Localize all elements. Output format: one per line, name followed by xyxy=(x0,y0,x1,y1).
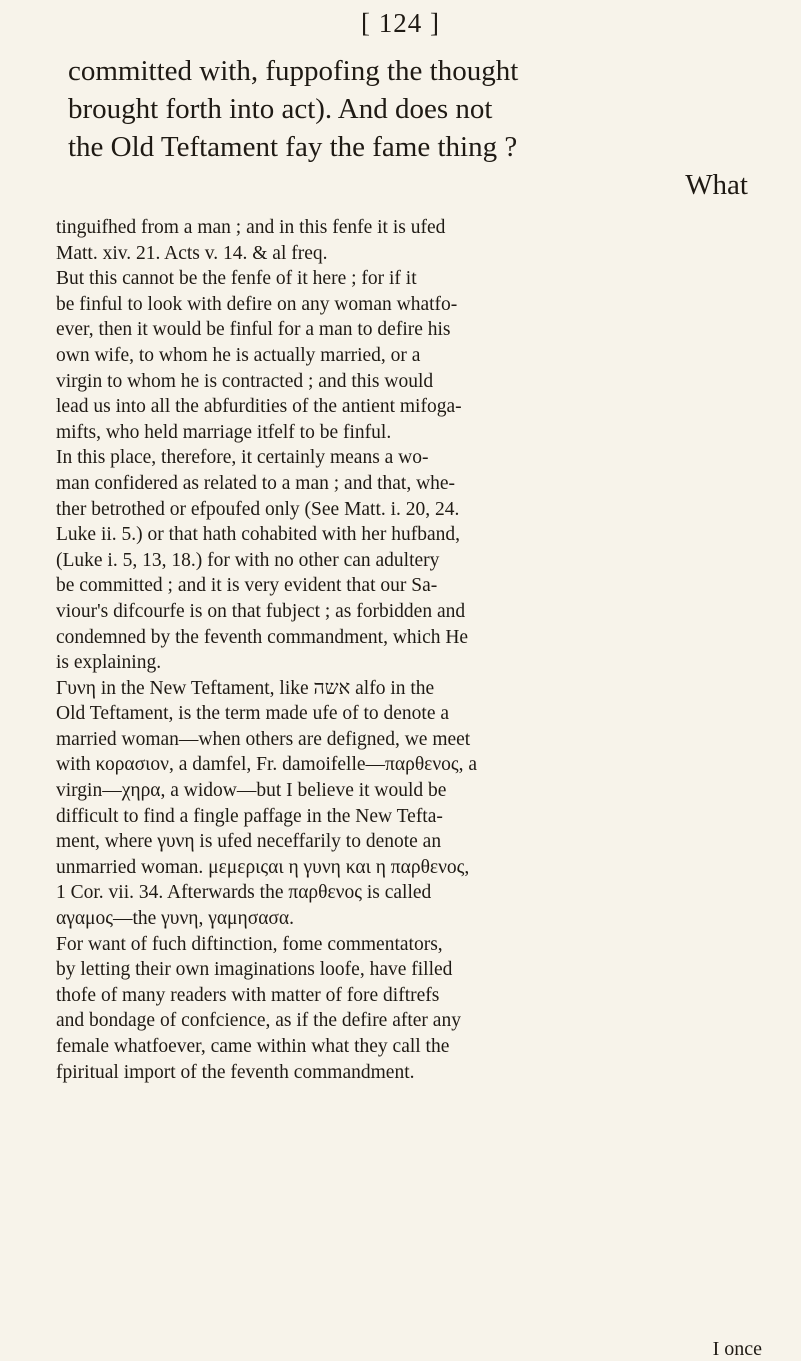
body-line: Luke ii. 5.) or that hath cohabited with her hufband, xyxy=(56,524,460,546)
body-line: by letting their own imaginations loofe, have filled xyxy=(56,959,453,981)
body-line: tinguifhed from a man ; and in this fenfe it is ufed xyxy=(56,217,446,238)
body-line: Γυνη in the New Teftament, like אשה alfo in the xyxy=(56,677,435,699)
catchword: I once xyxy=(712,1338,762,1360)
page-number: [ 124 ] xyxy=(361,8,440,38)
body-line: viour's difcourfe is on that fubject ; as forbidden and xyxy=(56,600,466,622)
body-line: Matt. xiv. 21. Acts v. 14. & al freq. xyxy=(56,242,328,264)
body-line: difficult to find a fingle paffage in the New Tefta- xyxy=(56,805,443,827)
body-line: αγαμος—the γυνη, γαμησασα. xyxy=(56,908,295,930)
body-line: 1 Cor. vii. 34. Afterwards the παρθενος is called xyxy=(56,882,432,904)
body-line: virgin—χηρα, a widow—but I believe it would be xyxy=(56,780,447,802)
upper-text-block xyxy=(68,52,748,204)
body-line: unmarried woman. μεμεριςαι η γυνη και η παρθενος, xyxy=(56,856,470,878)
body-line: be finful to look with defire on any woman whatfo- xyxy=(56,293,458,315)
body-line: be committed ; and it is very evident that our Sa- xyxy=(56,575,438,597)
body-line: ever, then it would be finful for a man to defire his xyxy=(56,319,451,341)
body-line: In this place, therefore, it certainly means a wo- xyxy=(56,447,429,469)
body-text-block xyxy=(56,215,762,1085)
body-line: and bondage of confcience, as if the defire after any xyxy=(56,1010,461,1032)
body-line: fpiritual import of the feventh commandment. xyxy=(56,1061,415,1083)
body-line: lead us into all the abfurdities of the antient mifoga- xyxy=(56,396,462,418)
body-line: thofe of many readers with matter of fore diftrefs xyxy=(56,984,440,1006)
body-line: (Luke i. 5, 13, 18.) for with no other can adultery xyxy=(56,549,440,571)
body-line: female whatfoever, came within what they call the xyxy=(56,1036,450,1057)
body-line: But this cannot be the fenfe of it here ; for if it xyxy=(56,268,417,290)
body-line: condemned by the feventh commandment, which He xyxy=(56,626,469,648)
body-line: Old Teftament, is the term made ufe of to denote a xyxy=(56,703,450,725)
body-line: with κορασιον, a damfel, Fr. damoifelle—παρθενος, a xyxy=(56,754,478,776)
upper-line: brought forth into act). And does not xyxy=(68,93,493,125)
upper-line: the Old Teftament fay the fame thing ? xyxy=(68,131,518,163)
body-line: is explaining. xyxy=(56,652,162,674)
body-line: mifts, who held marriage itfelf to be finful. xyxy=(56,421,392,443)
body-line: man confidered as related to a man ; and that, whe- xyxy=(56,472,456,494)
body-line: own wife, to whom he is actually married, or a xyxy=(56,344,421,366)
body-line: married woman—when others are defigned, we meet xyxy=(56,728,471,750)
upper-catchword: What xyxy=(685,169,748,201)
body-line: virgin to whom he is contracted ; and this would xyxy=(56,370,434,392)
body-line: ther betrothed or efpoufed only (See Matt. i. 20, 24. xyxy=(56,498,460,520)
upper-line: committed with, fuppofing the thought xyxy=(68,55,519,87)
body-line: ment, where γυνη is ufed neceffarily to denote an xyxy=(56,831,442,853)
body-line: For want of fuch diftinction, fome commentators, xyxy=(56,933,443,955)
